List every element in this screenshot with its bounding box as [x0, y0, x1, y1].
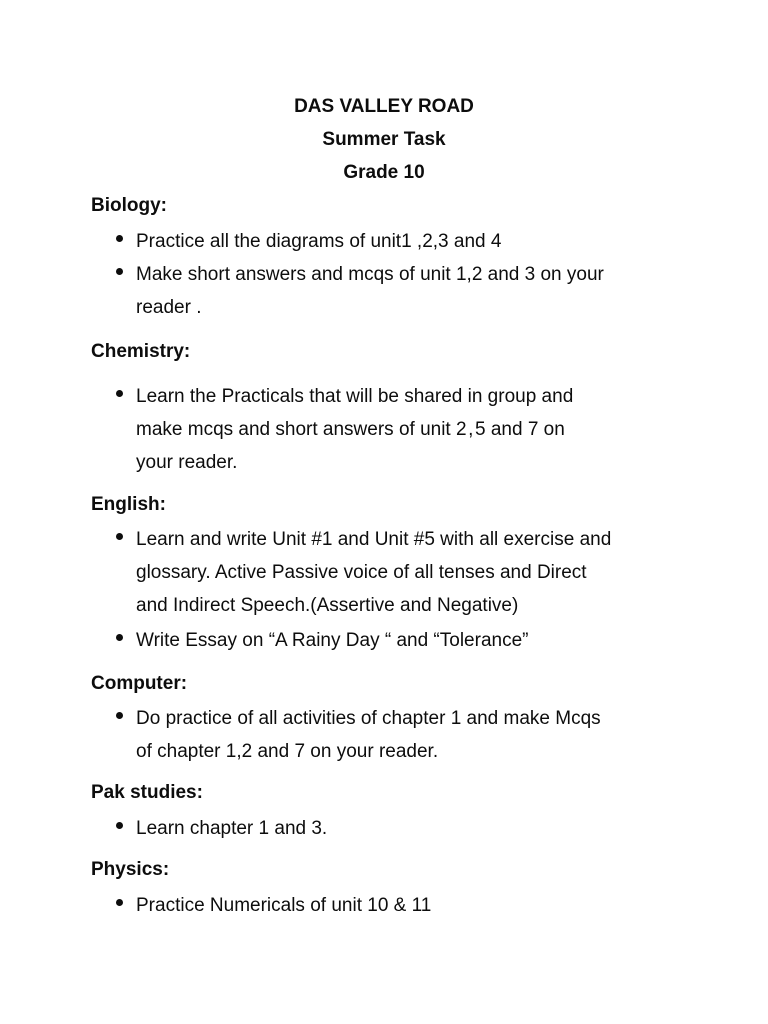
- list-item: [112, 702, 692, 768]
- list-item: [112, 225, 692, 258]
- list-item-text: Write Essay on “A Rainy Day “ and “Tolerance”: [136, 630, 529, 651]
- list-item: [112, 380, 692, 479]
- section-heading-physics: Physics:: [91, 859, 170, 880]
- bullet-icon: [116, 712, 123, 719]
- list-item-text: Learn the Practicals that will be shared in group and make mcqs and short answers of unit 2 , 5 and 7 on your reader.: [136, 386, 574, 473]
- task-title: Summer Task: [322, 129, 446, 150]
- bullet-icon: [116, 533, 123, 540]
- list-item-text: Do practice of all activities of chapter 1 and make Mcqs of chapter 1,2 and 7 on your reader.: [136, 708, 601, 762]
- list-item-text: Practice all the diagrams of unit1 ,2,3 and 4: [136, 231, 502, 252]
- list-item-text: Practice Numericals of unit 10 & 11: [136, 895, 432, 916]
- bullet-icon: [116, 390, 123, 397]
- grade-label: Grade 10: [343, 162, 425, 183]
- list-item-text: Learn chapter 1 and 3.: [136, 818, 328, 839]
- list-item: [112, 624, 692, 657]
- bullet-icon: [116, 235, 123, 242]
- bullet-icon: [116, 899, 123, 906]
- section-heading-english: English:: [91, 494, 166, 515]
- bullet-icon: [116, 634, 123, 641]
- section-heading-biology: Biology:: [91, 195, 167, 216]
- list-item-text: Make short answers and mcqs of unit 1,2 and 3 on your reader .: [136, 264, 604, 318]
- bullet-icon: [116, 268, 123, 275]
- list-item: [112, 258, 692, 324]
- list-item-text: Learn and write Unit #1 and Unit #5 with all exercise and glossary. Active Passive voice of all tenses and Direct and Indirect Speech.(Assertive and Negative): [136, 529, 612, 616]
- list-item: [112, 812, 692, 845]
- bullet-icon: [116, 822, 123, 829]
- school-name: DAS VALLEY ROAD: [294, 96, 474, 117]
- list-item: [112, 523, 692, 622]
- list-item: [112, 889, 692, 922]
- section-heading-computer: Computer:: [91, 673, 188, 694]
- section-heading-chemistry: Chemistry:: [91, 341, 191, 362]
- section-heading-pak-studies: Pak studies:: [91, 782, 203, 803]
